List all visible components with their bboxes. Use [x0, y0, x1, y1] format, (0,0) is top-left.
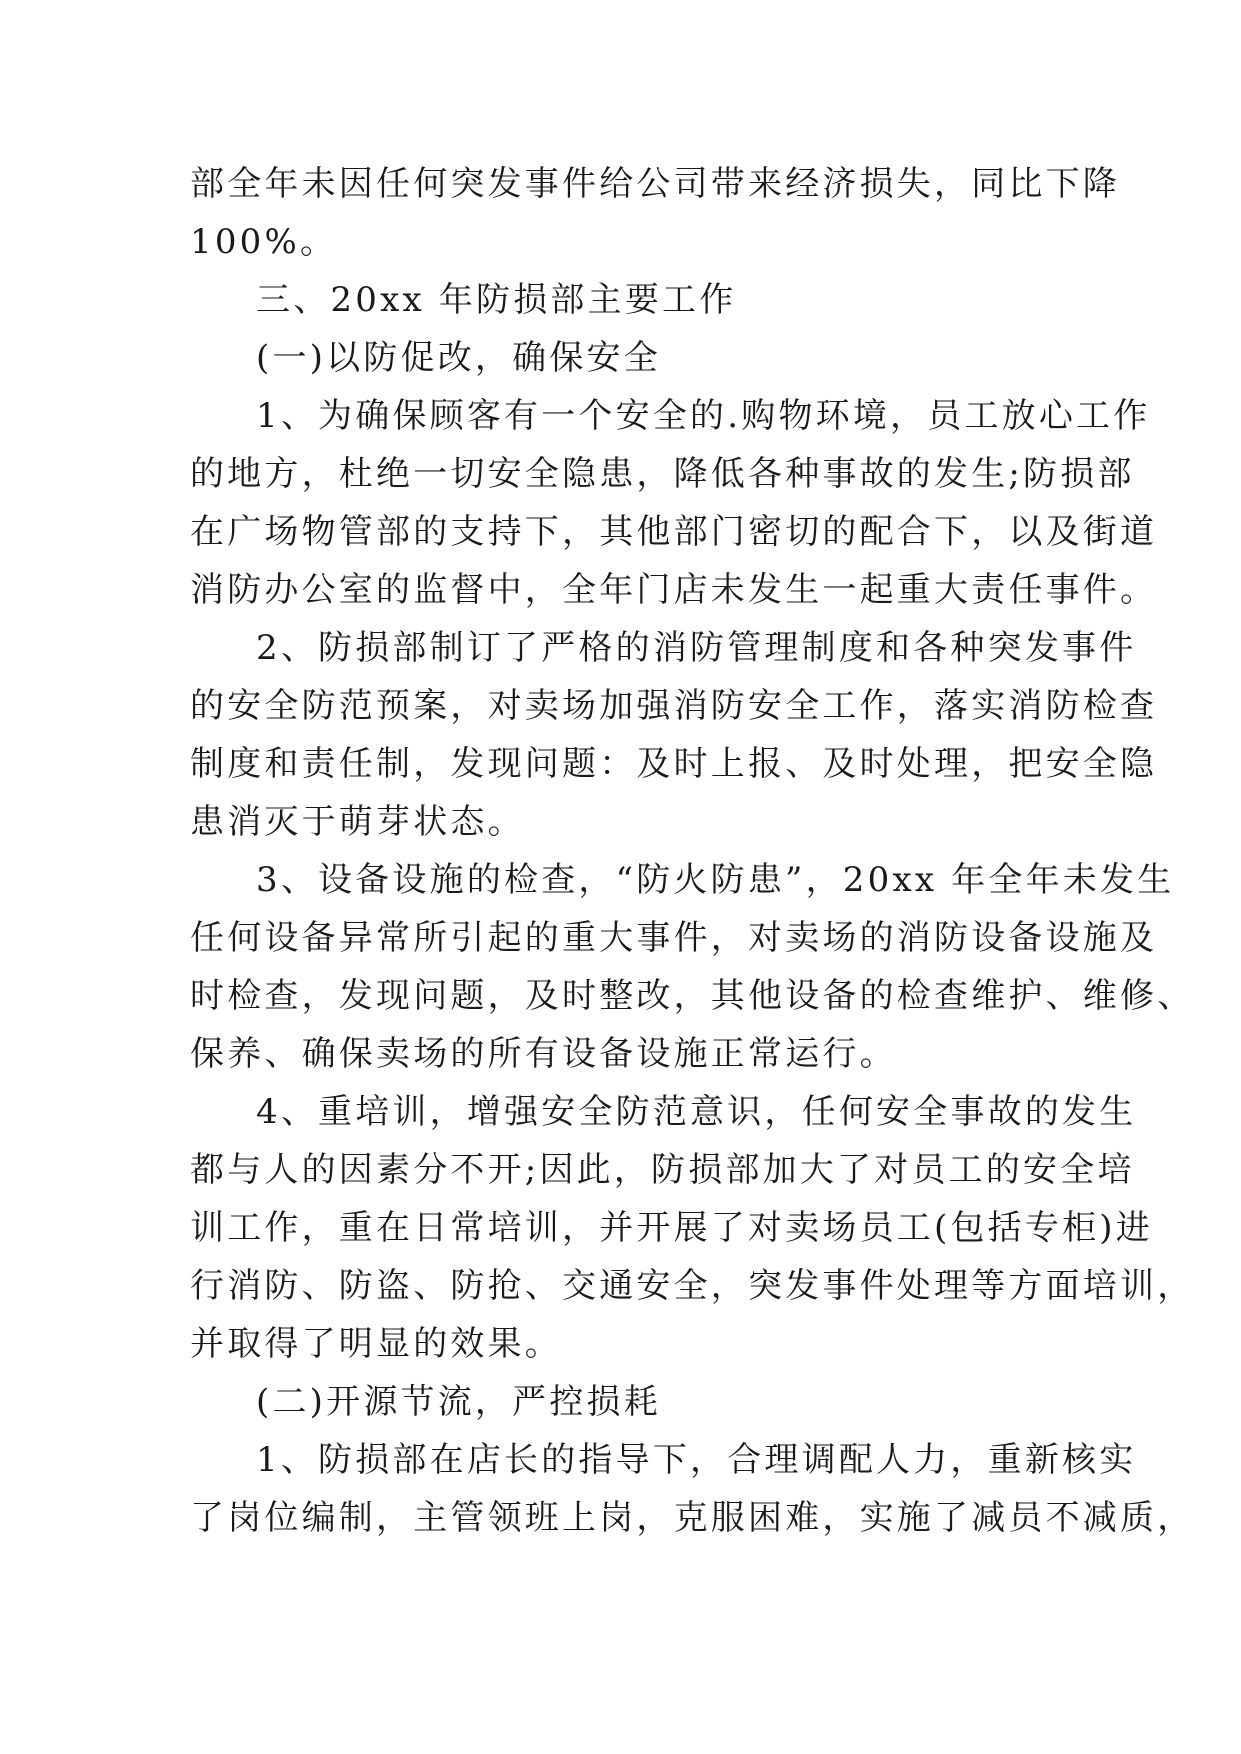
text-line: 制度和责任制，发现问题：及时上报、及时处理，把安全隐 — [190, 744, 1158, 784]
text-line: 行消防、防盗、防抢、交通安全，突发事件处理等方面培训， — [190, 1266, 1195, 1306]
paragraph-start-line: 3、设备设施的检查，“防火防患”，20xx 年全年未发生 — [256, 860, 1175, 900]
text-line: 100%。 — [190, 222, 338, 262]
text-line: 消防办公室的监督中，全年门店未发生一起重大责任事件。 — [190, 570, 1158, 610]
text-line: 的地方，杜绝一切安全隐患，降低各种事故的发生;防损部 — [190, 454, 1135, 494]
text-line: 训工作，重在日常培训，并开展了对卖场员工(包括专柜)进 — [190, 1208, 1153, 1248]
text-line: 部全年未因任何突发事件给公司带来经济损失，同比下降 — [190, 164, 1120, 204]
subsection-heading: (二)开源节流，严控损耗 — [256, 1382, 661, 1422]
paragraph-start-line: 4、重培训，增强安全防范意识，任何安全事故的发生 — [256, 1092, 1137, 1132]
text-line: 在广场物管部的支持下，其他部门密切的配合下，以及街道 — [190, 512, 1158, 552]
text-line: 时检查，发现问题，及时整改，其他设备的检查维护、维修、 — [190, 976, 1195, 1016]
subsection-heading: (一)以防促改，确保安全 — [256, 338, 661, 378]
text-line: 保养、确保卖场的所有设备设施正常运行。 — [190, 1034, 897, 1074]
section-heading: 三、20xx 年防损部主要工作 — [256, 280, 737, 320]
text-line: 患消灭于萌芽状态。 — [190, 802, 525, 842]
text-line: 的安全防范预案，对卖场加强消防安全工作，落实消防检查 — [190, 686, 1158, 726]
text-line: 都与人的因素分不开;因此，防损部加大了对员工的安全培 — [190, 1150, 1135, 1190]
paragraph-start-line: 1、防损部在店长的指导下，合理调配人力，重新核实 — [256, 1440, 1137, 1480]
paragraph-start-line: 1、为确保顾客有一个安全的.购物环境，员工放心工作 — [256, 396, 1151, 436]
text-line: 任何设备异常所引起的重大事件，对卖场的消防设备设施及 — [190, 918, 1158, 958]
text-line: 并取得了明显的效果。 — [190, 1324, 562, 1364]
text-line: 了岗位编制，主管领班上岗，克服困难，实施了减员不减质， — [190, 1498, 1195, 1538]
paragraph-start-line: 2、防损部制订了严格的消防管理制度和各种突发事件 — [256, 628, 1137, 668]
